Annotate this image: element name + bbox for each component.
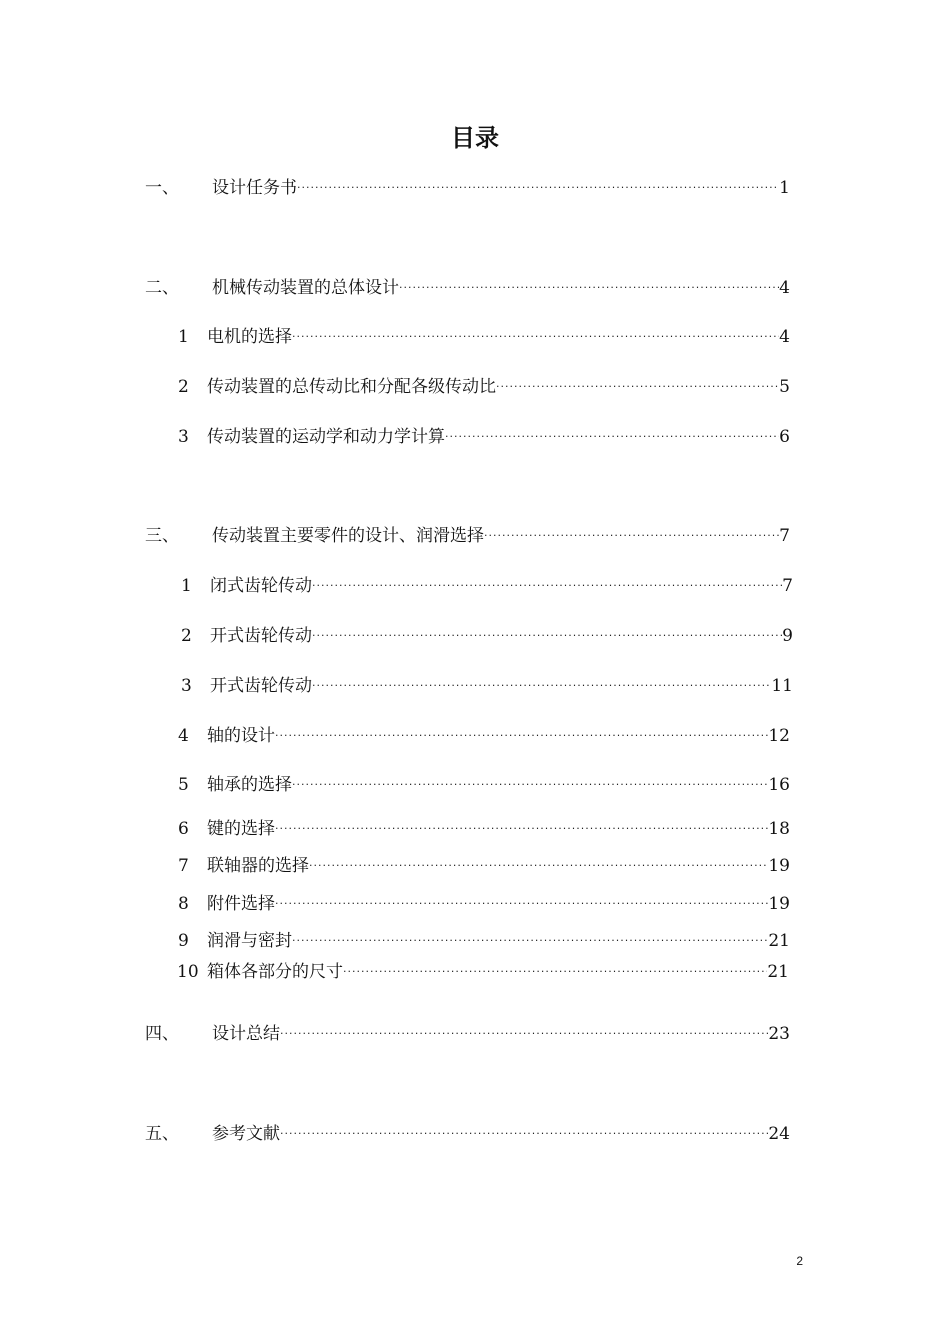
toc-leader-dots (292, 773, 768, 797)
toc-leader-dots (312, 624, 782, 648)
toc-subsection[interactable] (178, 773, 790, 797)
toc-section[interactable] (145, 1122, 790, 1146)
toc-subsection[interactable] (178, 425, 790, 449)
toc-subsection[interactable] (181, 574, 793, 598)
toc-subsection-number: 10 (177, 962, 199, 982)
toc-section-label: 设计任务书 (212, 178, 297, 198)
toc-subsection-label: 开式齿轮传动 (210, 676, 312, 696)
toc-section-label: 机械传动装置的总体设计 (212, 278, 399, 298)
toc-subsection[interactable] (178, 892, 790, 916)
toc-page-number: 18 (768, 819, 790, 839)
page-title: 目录 (451, 124, 499, 152)
toc-subsection-label: 附件选择 (207, 894, 275, 914)
toc-section-label: 设计总结 (212, 1024, 280, 1044)
toc-leader-dots (496, 375, 779, 399)
toc-subsection-label: 传动装置的运动学和动力学计算 (207, 427, 445, 447)
toc-page-number: 5 (779, 377, 790, 397)
toc-subsection-number: 1 (178, 327, 189, 347)
toc-subsection-number: 7 (178, 856, 189, 876)
toc-section[interactable] (145, 276, 790, 300)
toc-page-number: 19 (768, 894, 790, 914)
footer-page-number: 2 (796, 1254, 803, 1268)
toc-leader-dots (297, 176, 779, 200)
toc-subsection[interactable] (178, 817, 790, 841)
toc-subsection-label: 轴的设计 (207, 726, 275, 746)
toc-subsection-number: 9 (178, 931, 189, 951)
toc-section-label: 传动装置主要零件的设计、润滑选择 (212, 526, 484, 546)
toc-page-number: 7 (779, 526, 790, 546)
toc-page-number: 21 (768, 931, 790, 951)
toc-page-number: 4 (779, 278, 790, 298)
toc-leader-dots (280, 1122, 768, 1146)
toc-subsection[interactable] (177, 960, 789, 984)
toc-leader-dots (292, 325, 779, 349)
toc-subsection-number: 5 (178, 775, 189, 795)
toc-section-number: 一、 (145, 178, 179, 198)
toc-subsection-label: 电机的选择 (207, 327, 292, 347)
toc-subsection-number: 1 (181, 576, 192, 596)
toc-page-number: 4 (779, 327, 790, 347)
toc-leader-dots (445, 425, 779, 449)
toc-subsection-label: 联轴器的选择 (207, 856, 309, 876)
toc-subsection-label: 键的选择 (207, 819, 275, 839)
toc-leader-dots (309, 854, 768, 878)
toc-page-number: 11 (771, 676, 793, 696)
toc-subsection-label: 开式齿轮传动 (210, 626, 312, 646)
toc-subsection-number: 4 (178, 726, 189, 746)
toc-leader-dots (312, 574, 782, 598)
toc-subsection-number: 6 (178, 819, 189, 839)
toc-leader-dots (484, 524, 779, 548)
toc-subsection[interactable] (178, 854, 790, 878)
toc-leader-dots (280, 1022, 768, 1046)
toc-leader-dots (343, 960, 767, 984)
toc-section-number: 四、 (145, 1024, 179, 1044)
toc-leader-dots (275, 892, 768, 916)
toc-section-number: 五、 (145, 1124, 179, 1144)
toc-subsection-number: 2 (181, 626, 192, 646)
toc-section-label: 参考文献 (212, 1124, 280, 1144)
toc-section-number: 三、 (145, 526, 179, 546)
toc-leader-dots (275, 817, 768, 841)
toc-page-number: 21 (767, 962, 789, 982)
toc-section[interactable] (145, 176, 790, 200)
toc-subsection-number: 2 (178, 377, 189, 397)
toc-subsection[interactable] (178, 724, 790, 748)
toc-section[interactable] (145, 1022, 790, 1046)
toc-page-number: 1 (779, 178, 790, 198)
toc-page-number: 7 (782, 576, 793, 596)
toc-subsection[interactable] (178, 325, 790, 349)
toc-leader-dots (312, 674, 771, 698)
toc-subsection-number: 3 (181, 676, 192, 696)
toc-section-number: 二、 (145, 278, 179, 298)
toc-subsection-label: 轴承的选择 (207, 775, 292, 795)
toc-page-number: 9 (782, 626, 793, 646)
toc-section[interactable] (145, 524, 790, 548)
toc-subsection-number: 3 (178, 427, 189, 447)
toc-subsection[interactable] (181, 624, 793, 648)
toc-subsection-number: 8 (178, 894, 189, 914)
toc-page-number: 23 (768, 1024, 790, 1044)
toc-subsection[interactable] (181, 674, 793, 698)
toc-subsection[interactable] (178, 375, 790, 399)
toc-page-number: 24 (768, 1124, 790, 1144)
toc-page-number: 16 (768, 775, 790, 795)
toc-page-number: 12 (768, 726, 790, 746)
toc-subsection-label: 润滑与密封 (207, 931, 292, 951)
toc-page-number: 6 (779, 427, 790, 447)
toc-subsection[interactable] (178, 929, 790, 953)
toc-subsection-label: 箱体各部分的尺寸 (207, 962, 343, 982)
toc-subsection-label: 传动装置的总传动比和分配各级传动比 (207, 377, 496, 397)
toc-subsection-label: 闭式齿轮传动 (210, 576, 312, 596)
toc-page-number: 19 (768, 856, 790, 876)
toc-leader-dots (292, 929, 768, 953)
toc-leader-dots (275, 724, 768, 748)
toc-leader-dots (399, 276, 779, 300)
